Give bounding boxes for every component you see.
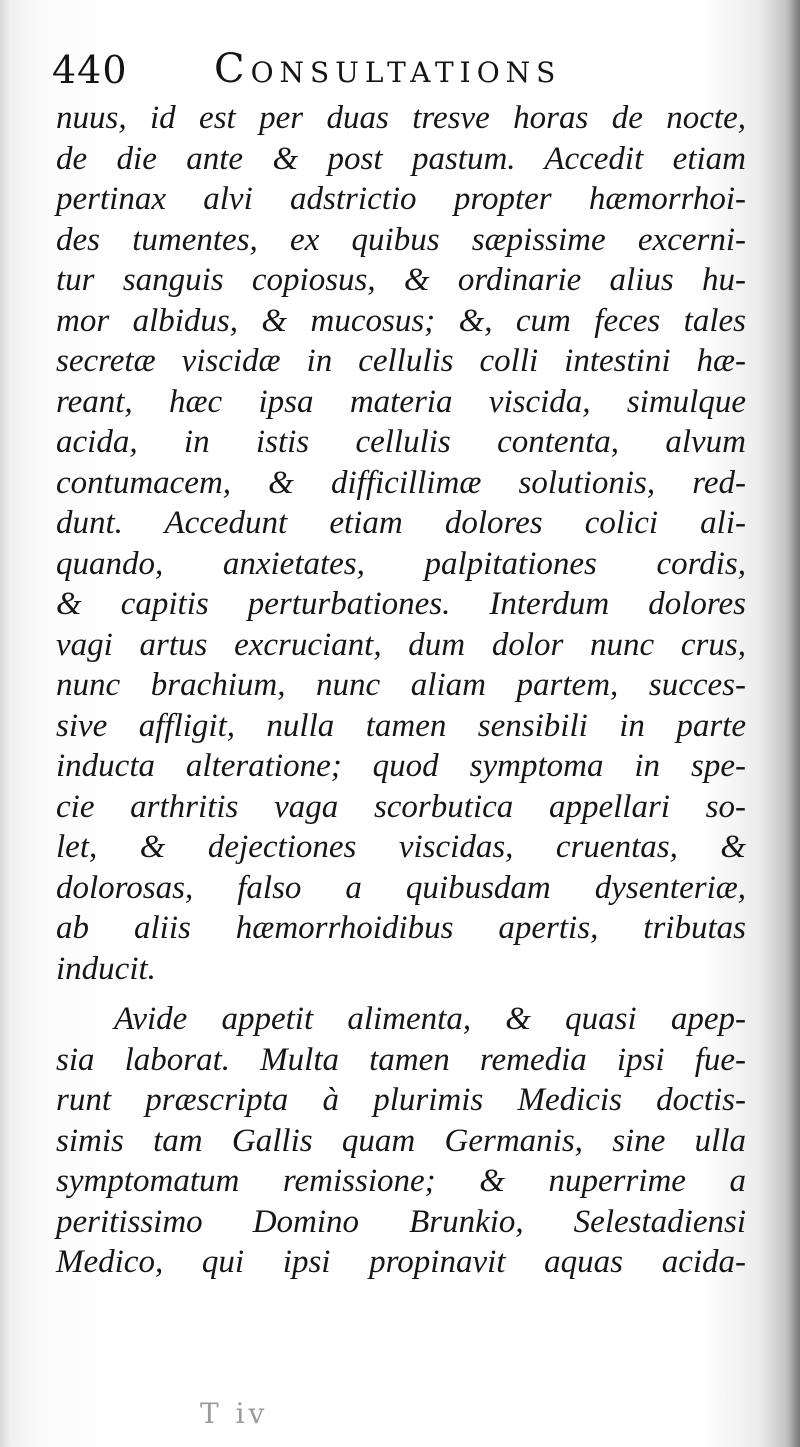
text-line: contumacem, & difficillimæ solutionis, red- [56,464,746,501]
spine-shadow [786,0,800,1447]
body-text [56,98,746,1283]
running-title: Consultations [214,46,562,92]
text-line: sive affligit, nulla tamen sensibili in parte [56,707,746,744]
text-line: runt præscripta à plurimis Medicis doctis- [56,1082,746,1118]
text-line: dolorosas, falso a quibusdam dysenteriæ, [56,869,746,906]
text-line: Avide appetit alimenta, & quasi apep- [114,1001,746,1037]
text-line: des tumentes, ex quibus sæpissime excerni- [56,221,746,258]
text-line: inducit. [56,950,156,987]
text-line: inducta alteratione; quod symptoma in spe- [56,748,746,784]
text-line: dunt. Accedunt etiam dolores colici ali- [56,505,746,541]
text-line: cie arthritis vaga scorbutica appellari so- [56,788,746,825]
text-line: mor albidus, & mucosus; &, cum feces tales [56,302,746,339]
signature-mark: T iv [200,1397,269,1430]
page-edge-shadow [0,0,10,1447]
paragraph-gap [56,989,746,999]
text-line: quando, anxietates, palpitationes cordis, [56,545,746,582]
text-line: de die ante & post pastum. Accedit etiam [56,140,746,177]
page-number: 440 [52,48,128,92]
text-line: acida, in istis cellulis contenta, alvum [56,424,746,460]
text-line: Medico, qui ipsi propinavit aquas acida- [56,1244,746,1280]
text-line: secretæ viscidæ in cellulis colli intestini hæ- [56,343,746,379]
text-line: peritissimo Domino Brunkio, Selestadiensi [56,1203,746,1240]
text-line: & capitis perturbationes. Interdum dolores [56,586,746,622]
running-head [52,44,612,96]
text-line: nunc brachium, nunc aliam partem, succes- [56,667,746,703]
text-line: nuus, id est per duas tresve horas de nocte, [56,100,746,136]
text-line: simis tam Gallis quam Germanis, sine ulla [56,1122,746,1159]
text-line: ab aliis hæmorrhoidibus apertis, tributas [56,910,746,946]
text-line: sia laborat. Multa tamen remedia ipsi fue- [56,1041,746,1078]
text-line: reant, hæc ipsa materia viscida, simulque [56,383,746,420]
text-line: let, & dejectiones viscidas, cruentas, & [56,829,746,865]
text-line: pertinax alvi adstrictio propter hæmorrhoi- [56,181,746,217]
text-line: symptomatum remissione; & nuperrime a [56,1163,746,1199]
text-line: tur sanguis copiosus, & ordinarie alius hu- [56,262,746,298]
text-line: vagi artus excruciant, dum dolor nunc crus, [56,626,746,663]
